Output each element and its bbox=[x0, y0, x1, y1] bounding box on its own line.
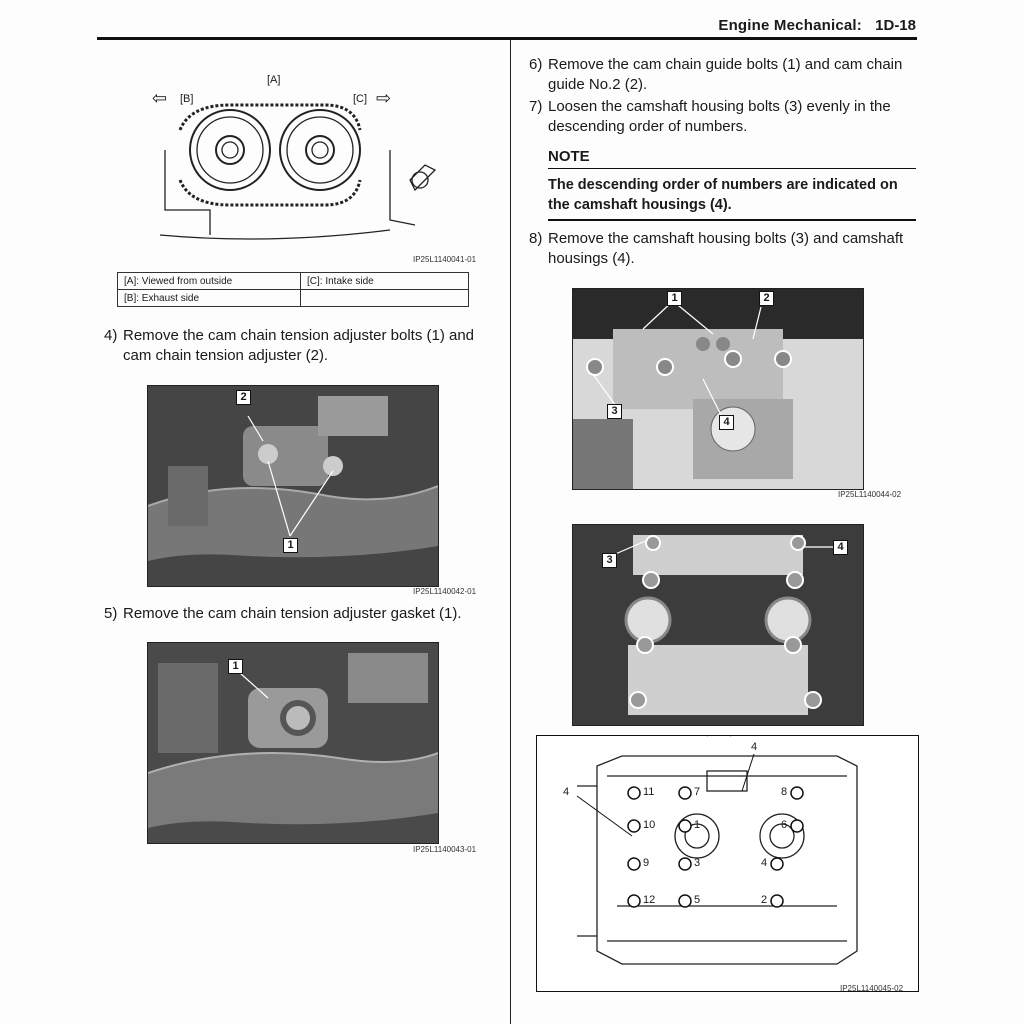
step-text: Loosen the camshaft housing bolts (3) evenly in the descending order of numbers. bbox=[548, 98, 891, 135]
bolt-num: 7 bbox=[694, 786, 701, 798]
photo2-caption: IP25L1140043-01 bbox=[413, 845, 477, 854]
callout-3: 3 bbox=[602, 553, 617, 568]
diagram2-caption: IP25L1140045-02 bbox=[840, 984, 904, 993]
bolt-order-svg bbox=[537, 736, 918, 991]
step-number: 5) bbox=[104, 605, 118, 622]
label-c: [C] bbox=[353, 93, 368, 105]
step-text: Remove the cam chain tension adjuster bolts (1) and cam chain tension adjuster (2). bbox=[123, 327, 475, 364]
photo-camshaft-housings bbox=[572, 524, 864, 726]
photo-tension-adjuster bbox=[147, 385, 439, 587]
page-header bbox=[0, 0, 1024, 40]
photo1-caption: IP25L1140042-01 bbox=[413, 587, 477, 596]
legend-row bbox=[118, 290, 469, 307]
diagram1-caption: IP25L1140041-01 bbox=[413, 255, 477, 264]
callout-2: 2 bbox=[236, 390, 251, 405]
step-number: 8) bbox=[529, 230, 543, 247]
photo3-caption: IP25L1140044-02 bbox=[838, 490, 902, 499]
step-7 bbox=[529, 97, 919, 139]
cam-sprocket-svg bbox=[150, 70, 490, 265]
arrow-left-icon: ⇦ bbox=[152, 88, 168, 108]
step-text: Remove the cam chain guide bolts (1) and cam chain guide No.2 (2). bbox=[548, 56, 903, 93]
callout-2: 2 bbox=[759, 291, 774, 306]
legend-cell: [A]: Viewed from outside bbox=[118, 273, 301, 290]
bolt-num: 8 bbox=[781, 786, 788, 798]
bolt-num: 10 bbox=[643, 819, 656, 831]
bolt-num: 9 bbox=[643, 857, 650, 869]
cam-sprocket-diagram bbox=[150, 70, 490, 265]
note-rule-top bbox=[548, 168, 916, 169]
callout-4: 4 bbox=[719, 415, 734, 430]
step-number: 4) bbox=[104, 327, 118, 344]
bolt-num: 12 bbox=[643, 894, 656, 906]
bolt-num: 2 bbox=[761, 894, 768, 906]
step-8 bbox=[529, 229, 919, 271]
step-number: 7) bbox=[529, 98, 543, 115]
legend-cell: [C]: Intake side bbox=[301, 273, 469, 290]
note-rule-bottom bbox=[548, 219, 916, 221]
legend-table bbox=[117, 272, 469, 307]
step-6 bbox=[529, 55, 919, 97]
step-number: 6) bbox=[529, 56, 543, 73]
callout-1: 1 bbox=[228, 659, 243, 674]
callout-4-top: 4 bbox=[751, 741, 758, 753]
arrow-right-icon: ⇨ bbox=[376, 88, 392, 108]
callout-3: 3 bbox=[607, 404, 622, 419]
bolt-num: 3 bbox=[694, 857, 701, 869]
legend-row bbox=[118, 273, 469, 290]
photo-cam-chain-guide bbox=[572, 288, 864, 490]
note-title: NOTE bbox=[548, 148, 590, 165]
section-title: Engine Mechanical: bbox=[718, 17, 862, 34]
step-text: Remove the cam chain tension adjuster gasket (1). bbox=[123, 605, 462, 622]
column-divider bbox=[510, 40, 511, 1024]
callout-1: 1 bbox=[283, 538, 298, 553]
label-b: [B] bbox=[180, 93, 194, 105]
bolt-num: 1 bbox=[694, 819, 701, 831]
page-number: 1D-18 bbox=[875, 17, 916, 34]
photo-adjuster-gasket-svg bbox=[148, 643, 438, 843]
bolt-order-diagram bbox=[536, 735, 919, 992]
photo-cam-chain-guide-svg bbox=[573, 289, 863, 489]
step-text: Remove the camshaft housing bolts (3) and camshaft housings (4). bbox=[548, 230, 904, 267]
photo-tension-adjuster-svg bbox=[148, 386, 438, 586]
note-body: The descending order of numbers are indicated on the camshaft housings (4). bbox=[548, 177, 898, 213]
bolt-num: 6 bbox=[781, 819, 788, 831]
step-4 bbox=[104, 326, 494, 368]
legend-cell bbox=[301, 290, 469, 307]
photo-adjuster-gasket bbox=[147, 642, 439, 844]
label-a: [A] bbox=[267, 74, 281, 86]
callout-4: 4 bbox=[833, 540, 848, 555]
header-rule bbox=[97, 37, 917, 40]
bolt-num: 5 bbox=[694, 894, 701, 906]
legend-cell: [B]: Exhaust side bbox=[118, 290, 301, 307]
step-5 bbox=[104, 604, 494, 626]
callout-1: 1 bbox=[667, 291, 682, 306]
bolt-num: 11 bbox=[643, 786, 655, 798]
bolt-num: 4 bbox=[761, 857, 768, 869]
callout-4-left: 4 bbox=[563, 786, 570, 798]
